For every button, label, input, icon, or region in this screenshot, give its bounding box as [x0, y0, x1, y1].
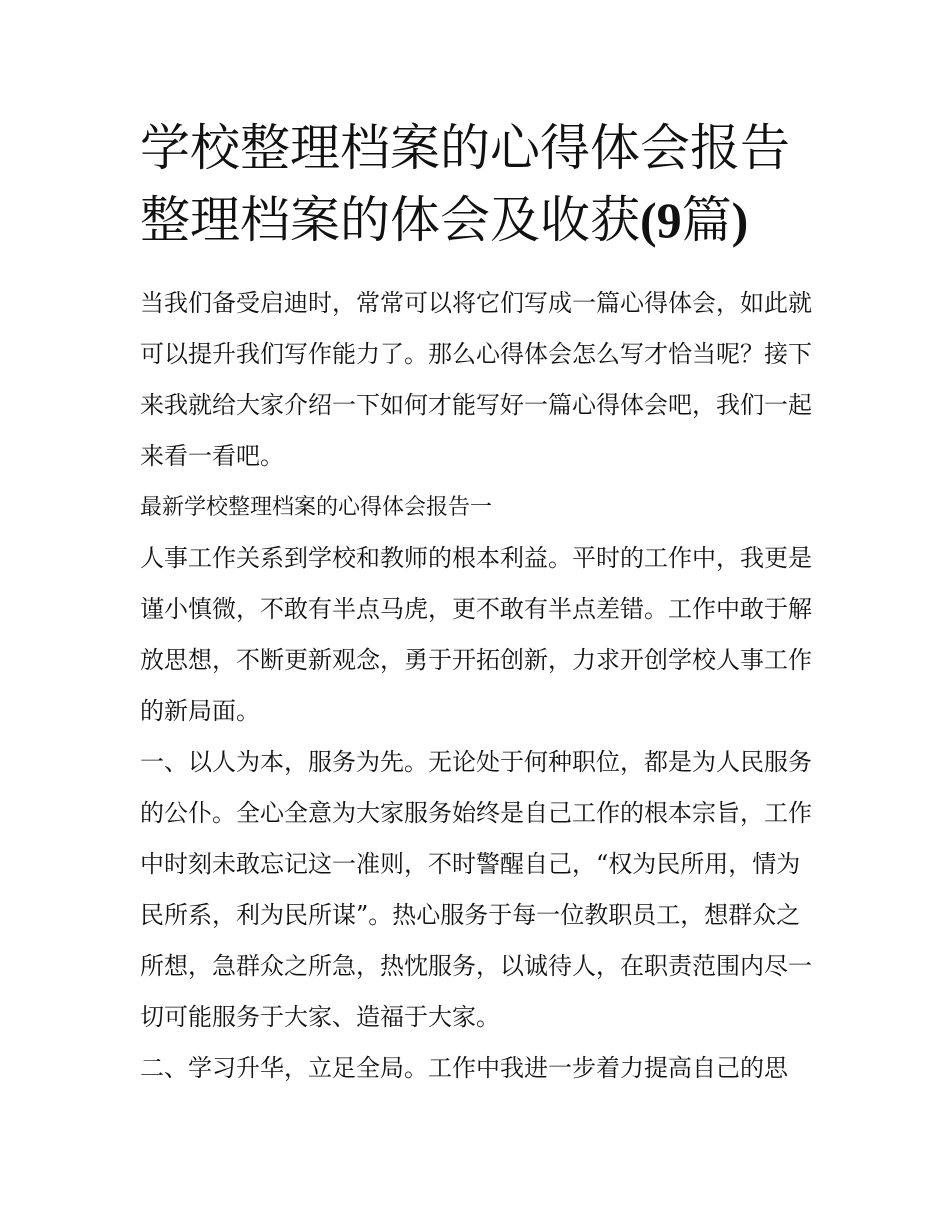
title-count-unit: 篇	[681, 191, 732, 249]
section-heading: 最新学校整理档案的心得体会报告一	[140, 495, 493, 520]
document-title	[140, 112, 812, 256]
document-body	[140, 112, 812, 1094]
title-line-2	[140, 191, 748, 249]
intro-paragraph: 当我们备受启迪时，常常可以将它们写成一篇心得体会，如此就可以提升我们写作能力了。那么心得体会怎么写才恰当呢？接下来我就给大家介绍一下如何才能写好一篇心得体会吧，我们一起来看一看吧。	[140, 289, 812, 470]
title-line-2-text: 整理档案的体会及收获	[140, 191, 640, 249]
title-count-open: (9	[640, 192, 682, 248]
title-count-close: )	[731, 192, 749, 248]
body-paragraph-3: 二、学习升华，立足全局。工作中我进一步着力提高自己的思	[140, 1054, 788, 1082]
title-line-1: 学校整理档案的心得体会报告	[140, 119, 790, 177]
body-paragraph-1: 人事工作关系到学校和教师的根本利益。平时的工作中，我更是谨小慎微，不敢有半点马虎，更不敢有半点差错。工作中敢于解放思想，不断更新观念，勇于开拓创新，力求开创学校人事工作的新局面。	[140, 544, 812, 725]
body-paragraph-2: 一、以人为本，服务为先。无论处于何种职位，都是为人民服务的公仆。全心全意为大家服务始终是自己工作的根本宗旨，工作中时刻未敢忘记这一准则，不时警醒自己，“权为民所用，情为民所系，利为民所谋”。热心服务于每一位教职员工，想群众之所想，急群众之所急，热忱服务，以诚待人，在职责范围内尽一切可能服务于大家、造福于大家。	[140, 748, 812, 1031]
